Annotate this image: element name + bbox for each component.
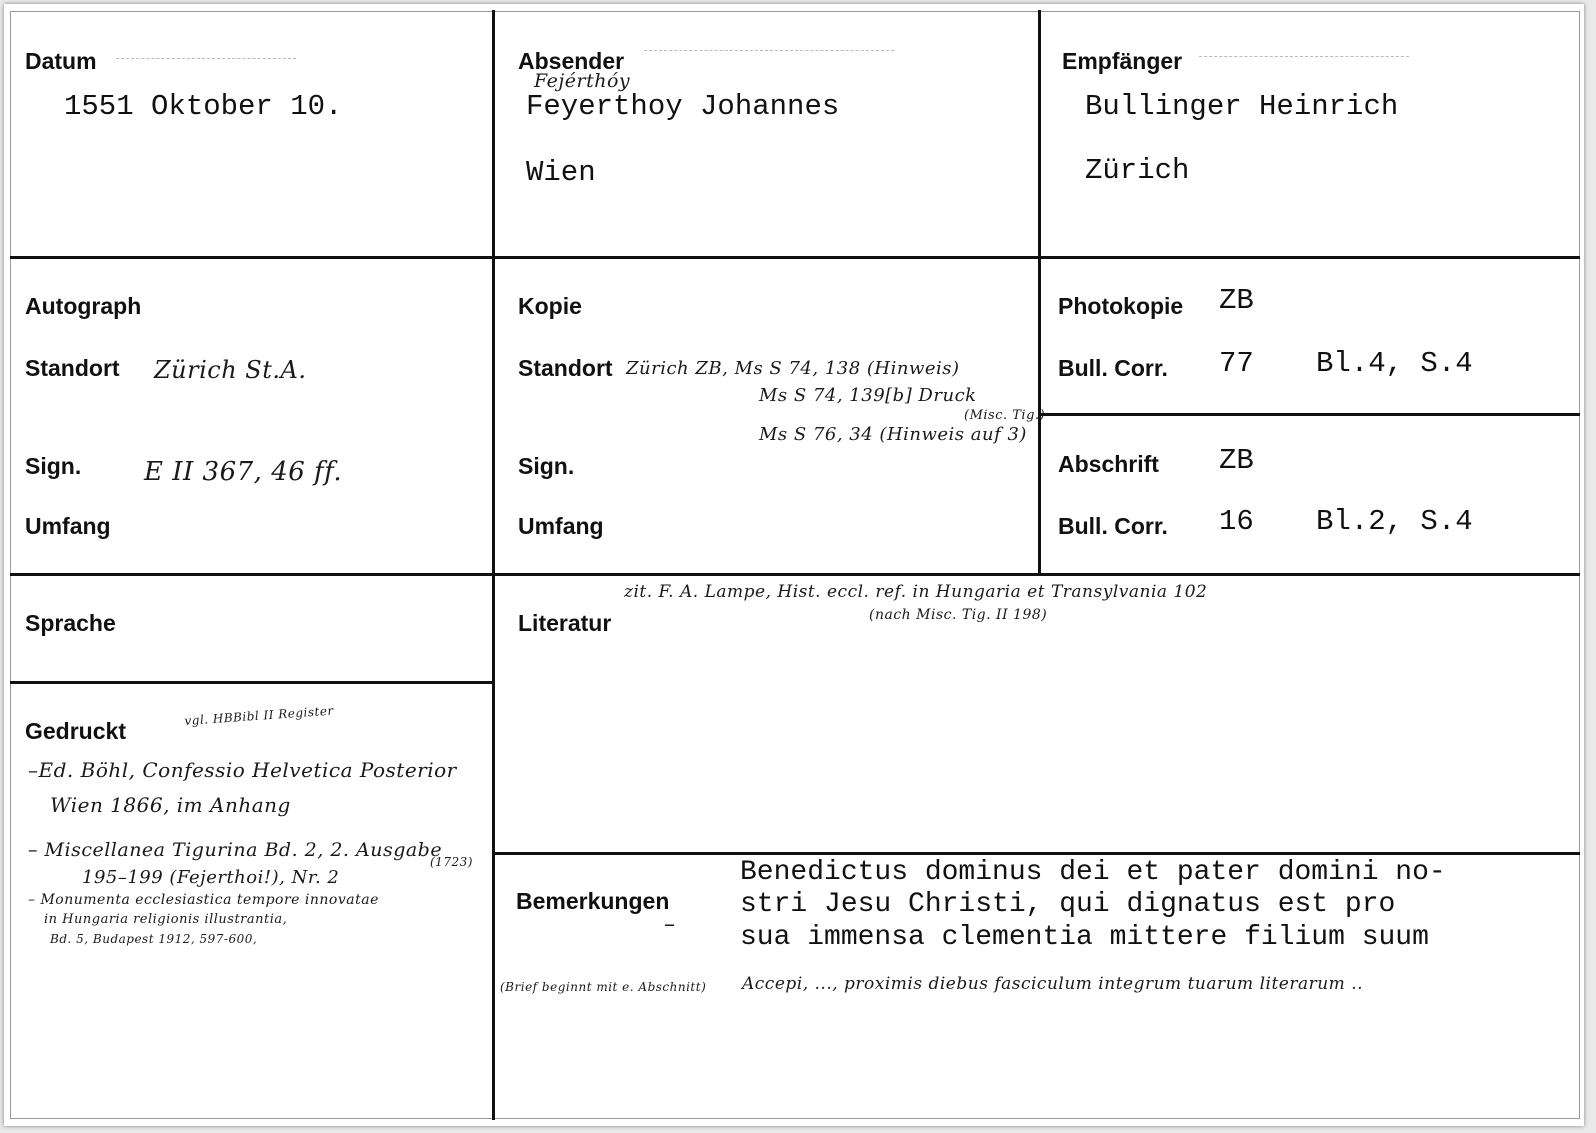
datum-value: 1551 Oktober 10. [64,90,343,123]
label-datum: Datum [25,48,97,74]
label-bemerkungen: Bemerkungen [516,888,670,914]
label-absender: Absender [518,48,625,74]
horizontal-divider-2 [10,573,1580,576]
label-bull-corr-1: Bull. Corr. [1058,355,1168,381]
label-umfang-kopie: Umfang [518,513,604,539]
gedruckt-note: vgl. HBBibl II Register [184,703,335,728]
autograph-sign: E II 367, 46 ff. [144,457,343,487]
label-literatur: Literatur [518,610,612,636]
abschrift-band: 16 [1219,505,1254,538]
absender-ort: Wien [526,156,596,189]
label-sign-kopie: Sign. [518,453,575,479]
gedruckt-line-5: (1723) [430,855,473,869]
guide-line-datum [116,58,296,59]
gedruckt-line-8: Bd. 5, Budapest 1912, 597-600, [50,932,258,946]
kopie-standort-line-2: Ms S 74, 139[b] Druck [759,385,977,406]
vertical-divider-left [492,10,495,1120]
abschrift-blatt: Bl.2, S.4 [1316,505,1473,538]
kopie-standort-line-4: Ms S 76, 34 (Hinweis auf 3) [759,424,1027,445]
photokopie-ort: ZB [1219,284,1254,317]
label-autograph: Autograph [25,293,142,319]
gedruckt-line-4: 195–199 (Fejerthoi!), Nr. 2 [82,867,340,888]
guide-line-empfaenger [1199,56,1409,57]
horizontal-divider-1 [10,256,1580,259]
label-kopie: Kopie [518,293,582,319]
brief-beginnt-note: (Brief beginnt mit e. Abschnitt) [500,980,707,994]
label-gedruckt: Gedruckt [25,718,126,744]
bemerkungen-line-3: sua immensa clementia mittere filium suum [740,922,1429,953]
bemerkungen-dash: – [664,912,676,937]
horizontal-divider-sprache [10,681,493,684]
bemerkungen-line-1: Benedictus dominus dei et pater domini no- [740,857,1446,888]
gedruckt-line-7: in Hungaria religionis illustrantia, [44,912,288,927]
guide-line-absender [644,50,894,51]
gedruckt-line-6: – Monumenta ecclesiastica tempore innovatae [28,892,379,908]
literatur-line-1: zit. F. A. Lampe, Hist. eccl. ref. in Hungaria et Transylvania 102 [624,582,1208,602]
gedruckt-line-1: –Ed. Böhl, Confessio Helvetica Posterior [28,758,457,782]
label-sprache: Sprache [25,610,116,636]
photokopie-blatt: Bl.4, S.4 [1316,347,1473,380]
label-photokopie: Photokopie [1058,293,1184,319]
label-sign: Sign. [25,453,82,479]
label-umfang: Umfang [25,513,111,539]
label-bull-corr-2: Bull. Corr. [1058,513,1168,539]
empfaenger-ort: Zürich [1085,154,1190,187]
absender-correction: Fejérthóy [534,70,631,92]
horizontal-divider-bemerkungen [492,852,1580,855]
kopie-standort-line-1: Zürich ZB, Ms S 74, 138 (Hinweis) [626,358,960,379]
label-empfaenger: Empfänger [1062,48,1183,74]
label-standort: Standort [25,355,120,381]
index-card [4,4,1584,1126]
photokopie-band: 77 [1219,347,1254,380]
autograph-standort: Zürich St.A. [154,356,307,384]
vertical-divider-right [1038,10,1041,575]
kopie-standort-line-3: (Misc. Tig.) [964,408,1046,423]
gedruckt-line-3: – Miscellanea Tigurina Bd. 2, 2. Ausgabe [28,839,443,861]
label-abschrift: Abschrift [1058,451,1159,477]
brief-incipit: Accepi, ..., proximis diebus fasciculum integrum tuarum literarum .. [742,974,1364,994]
gedruckt-line-2: Wien 1866, im Anhang [50,793,291,817]
literatur-line-2: (nach Misc. Tig. II 198) [869,607,1048,623]
abschrift-ort: ZB [1219,444,1254,477]
empfaenger-name: Bullinger Heinrich [1085,90,1399,123]
bemerkungen-line-2: stri Jesu Christi, qui dignatus est pro [740,889,1396,920]
label-standort-kopie: Standort [518,355,613,381]
absender-name: Feyerthoy Johannes [526,90,840,123]
horizontal-divider-photokopie [1038,413,1580,416]
